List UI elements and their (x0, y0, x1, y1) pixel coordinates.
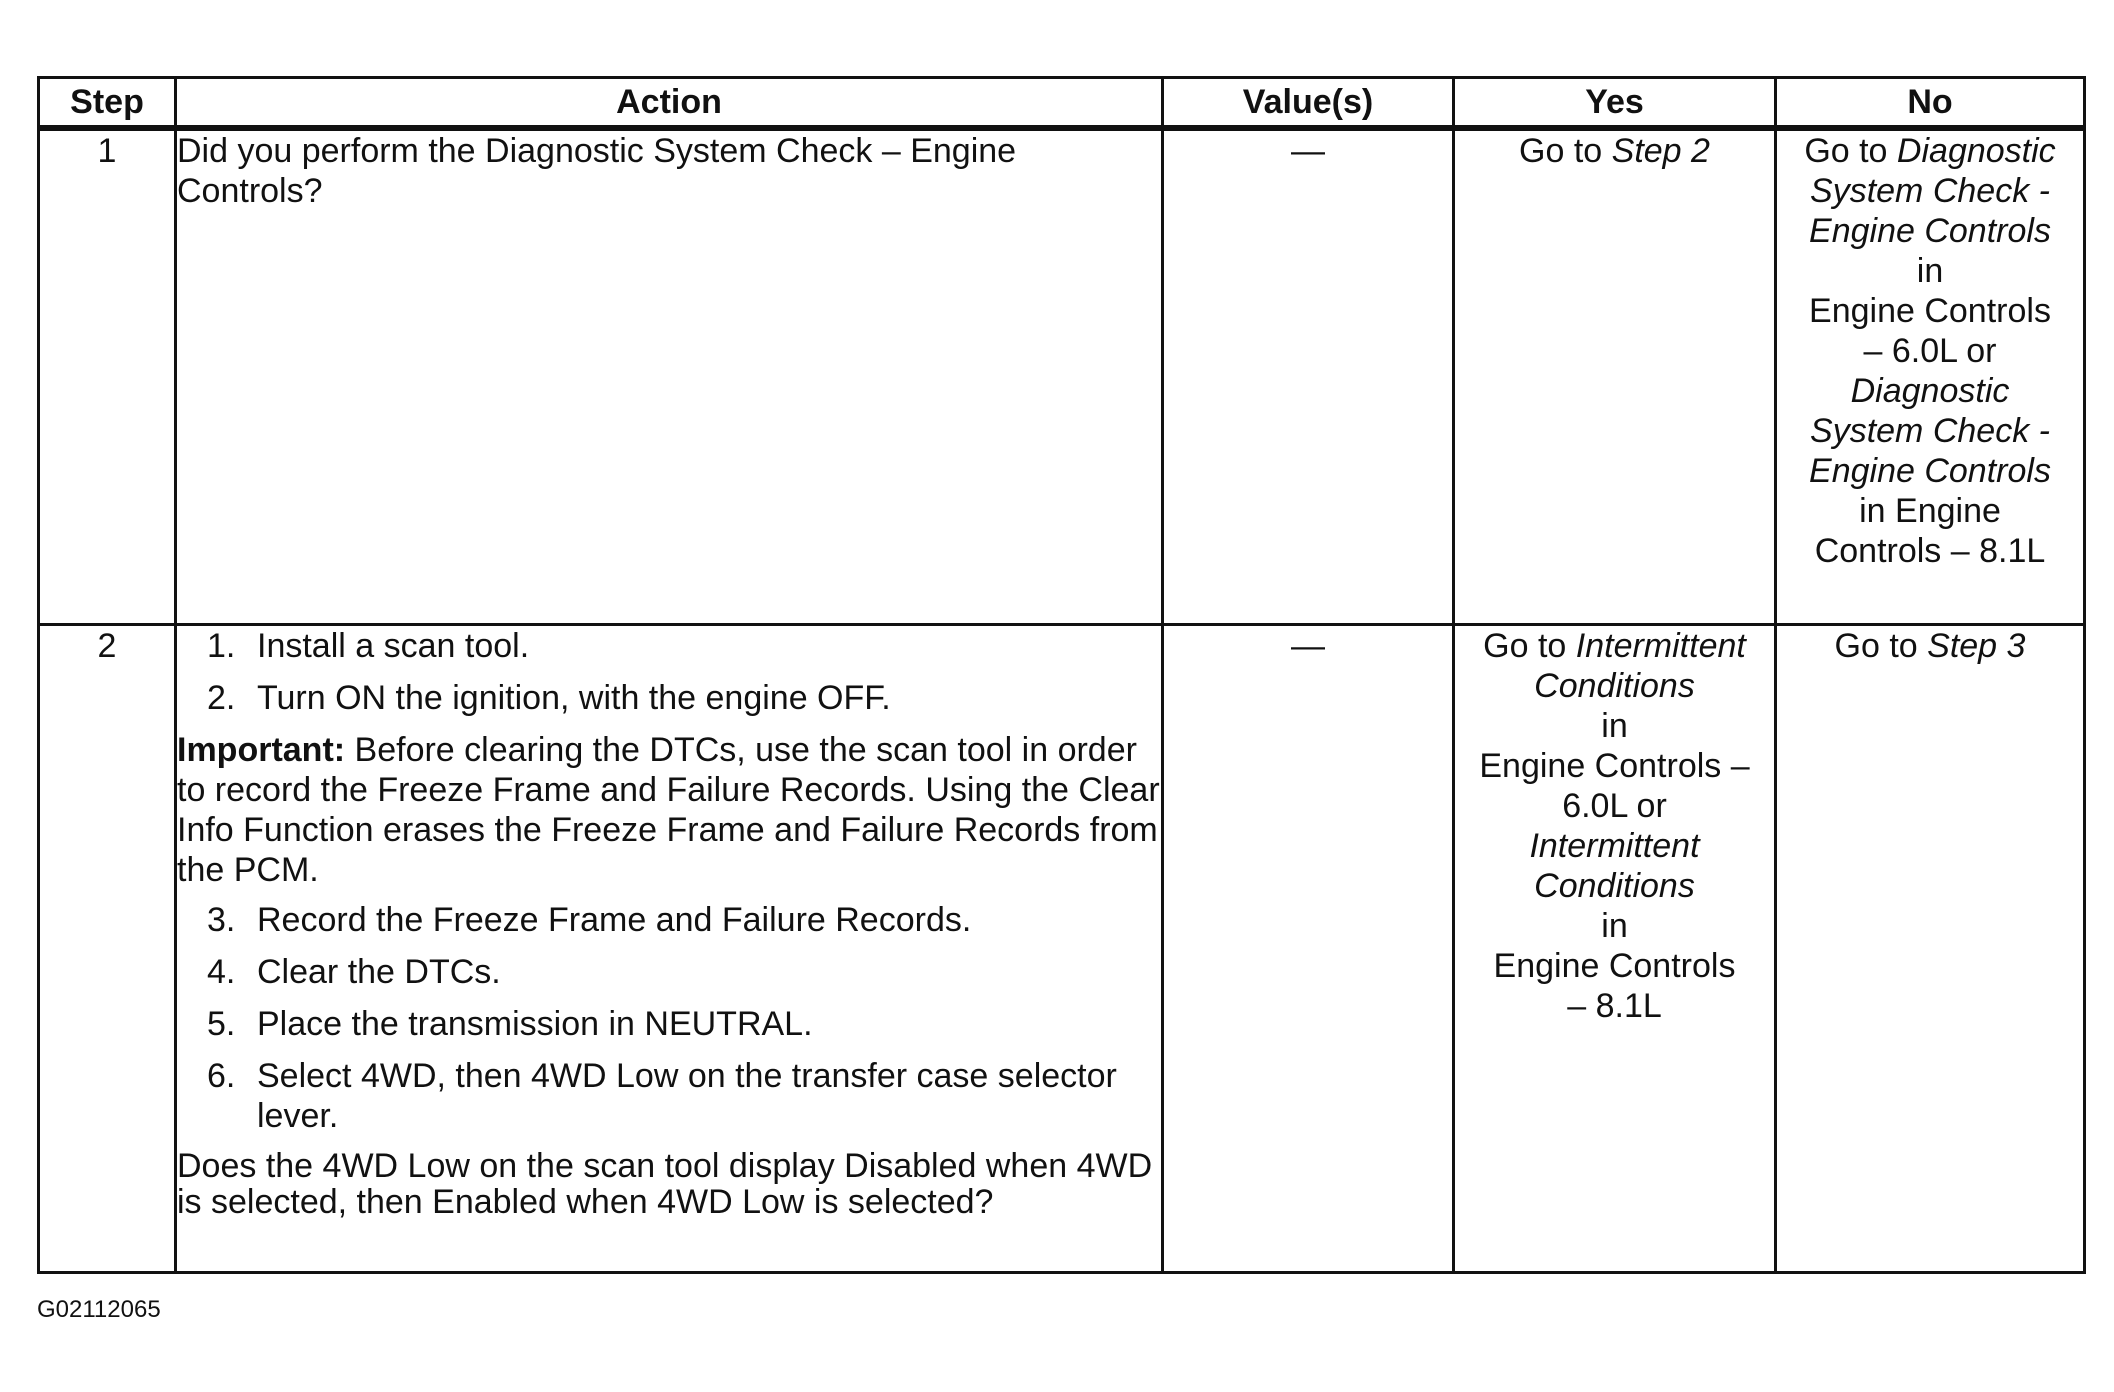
header-values: Value(s) (1163, 78, 1454, 129)
yes-line[interactable]: Conditions (1534, 667, 1695, 706)
yes-cell (1454, 625, 1776, 1273)
table-row (39, 128, 2085, 625)
yes-line: in (1601, 707, 1628, 746)
yes-step-link[interactable]: Step 2 (1611, 132, 1710, 170)
yes-link-intermittent[interactable]: Intermittent (1575, 627, 1746, 666)
no-line[interactable]: System Check - (1810, 172, 2050, 210)
list-item-text: Install a scan tool. (257, 627, 530, 666)
diagnostic-table (37, 76, 2086, 1274)
list-item-text: Turn ON the ignition, with the engine OFF. (257, 679, 891, 718)
no-step-link[interactable]: Step 3 (1927, 627, 2026, 666)
figure-id: G02112065 (37, 1296, 161, 1323)
no-line: in (1916, 252, 1944, 290)
action-question: Does the 4WD Low on the scan tool display Disabled when 4WD is selected, then Enabled when 4WD Low is selected? (177, 1147, 1153, 1222)
list-item-number: 4. (207, 953, 236, 992)
no-line: in Engine (1859, 492, 2001, 530)
no-link-diagnostic[interactable]: Diagnostic (1896, 132, 2056, 170)
action-steps-list (177, 900, 1161, 1136)
header-action: Action (176, 78, 1163, 129)
important-text: Before clearing the DTCs, use the scan tool in order to record the Freeze Frame and Failure Records. Using the Clear Info Function erases the Freeze Frame and Failure Records from the PCM. (177, 731, 1160, 890)
important-label: Important: (177, 731, 346, 770)
list-item-text: Place the transmission in NEUTRAL. (257, 1005, 813, 1044)
action-cell (176, 128, 1163, 625)
no-line[interactable]: Diagnostic (1850, 372, 2010, 410)
no-cell (1776, 128, 2085, 625)
header-yes: Yes (1454, 78, 1776, 129)
list-item-text: Select 4WD, then 4WD Low on the transfer case selector lever. (257, 1057, 1117, 1136)
yes-line: 6.0L or (1562, 787, 1667, 826)
yes-prefix: Go to (1519, 132, 1612, 170)
no-line[interactable]: Engine Controls (1809, 452, 2051, 490)
table-row (39, 625, 2085, 1273)
list-item (177, 1056, 1161, 1136)
list-item (177, 1004, 1161, 1044)
no-prefix: Go to (1804, 132, 1897, 170)
action-question: Did you perform the Diagnostic System Check – Engine Controls? (177, 132, 1017, 210)
header-row (39, 78, 2085, 129)
list-item (177, 678, 1161, 718)
action-cell (176, 625, 1163, 1273)
header-step: Step (39, 78, 176, 129)
list-item (177, 626, 1161, 666)
yes-line[interactable]: Intermittent (1529, 827, 1700, 866)
yes-line: – 8.1L (1567, 987, 1662, 1026)
values-cell: — (1163, 625, 1454, 1273)
step-number: 2 (39, 625, 176, 1273)
no-line[interactable]: System Check - (1810, 412, 2050, 450)
list-item-text: Record the Freeze Frame and Failure Records. (257, 901, 972, 940)
values-cell: — (1163, 128, 1454, 625)
yes-prefix: Go to (1483, 627, 1576, 666)
list-item-number: 3. (207, 901, 236, 940)
yes-cell (1454, 128, 1776, 625)
no-prefix: Go to (1834, 627, 1928, 666)
step-number: 1 (39, 128, 176, 625)
list-item-number: 6. (207, 1057, 236, 1096)
list-item (177, 952, 1161, 992)
no-cell (1776, 625, 2085, 1273)
list-item-number: 2. (207, 679, 236, 718)
important-note (177, 730, 1161, 890)
yes-line[interactable]: Conditions (1534, 867, 1695, 906)
yes-line: Engine Controls – (1479, 747, 1750, 786)
header-no: No (1776, 78, 2085, 129)
no-line: – 6.0L or (1863, 332, 1997, 370)
no-line: Controls – 8.1L (1814, 532, 2046, 570)
list-item (177, 900, 1161, 940)
list-item-number: 5. (207, 1005, 236, 1044)
yes-line: Engine Controls (1493, 947, 1736, 986)
list-item-text: Clear the DTCs. (257, 953, 501, 992)
list-item-number: 1. (207, 627, 236, 666)
no-line[interactable]: Engine Controls (1809, 212, 2051, 250)
yes-line: in (1601, 907, 1628, 946)
no-line: Engine Controls (1809, 292, 2051, 330)
action-steps-list (177, 626, 1161, 718)
